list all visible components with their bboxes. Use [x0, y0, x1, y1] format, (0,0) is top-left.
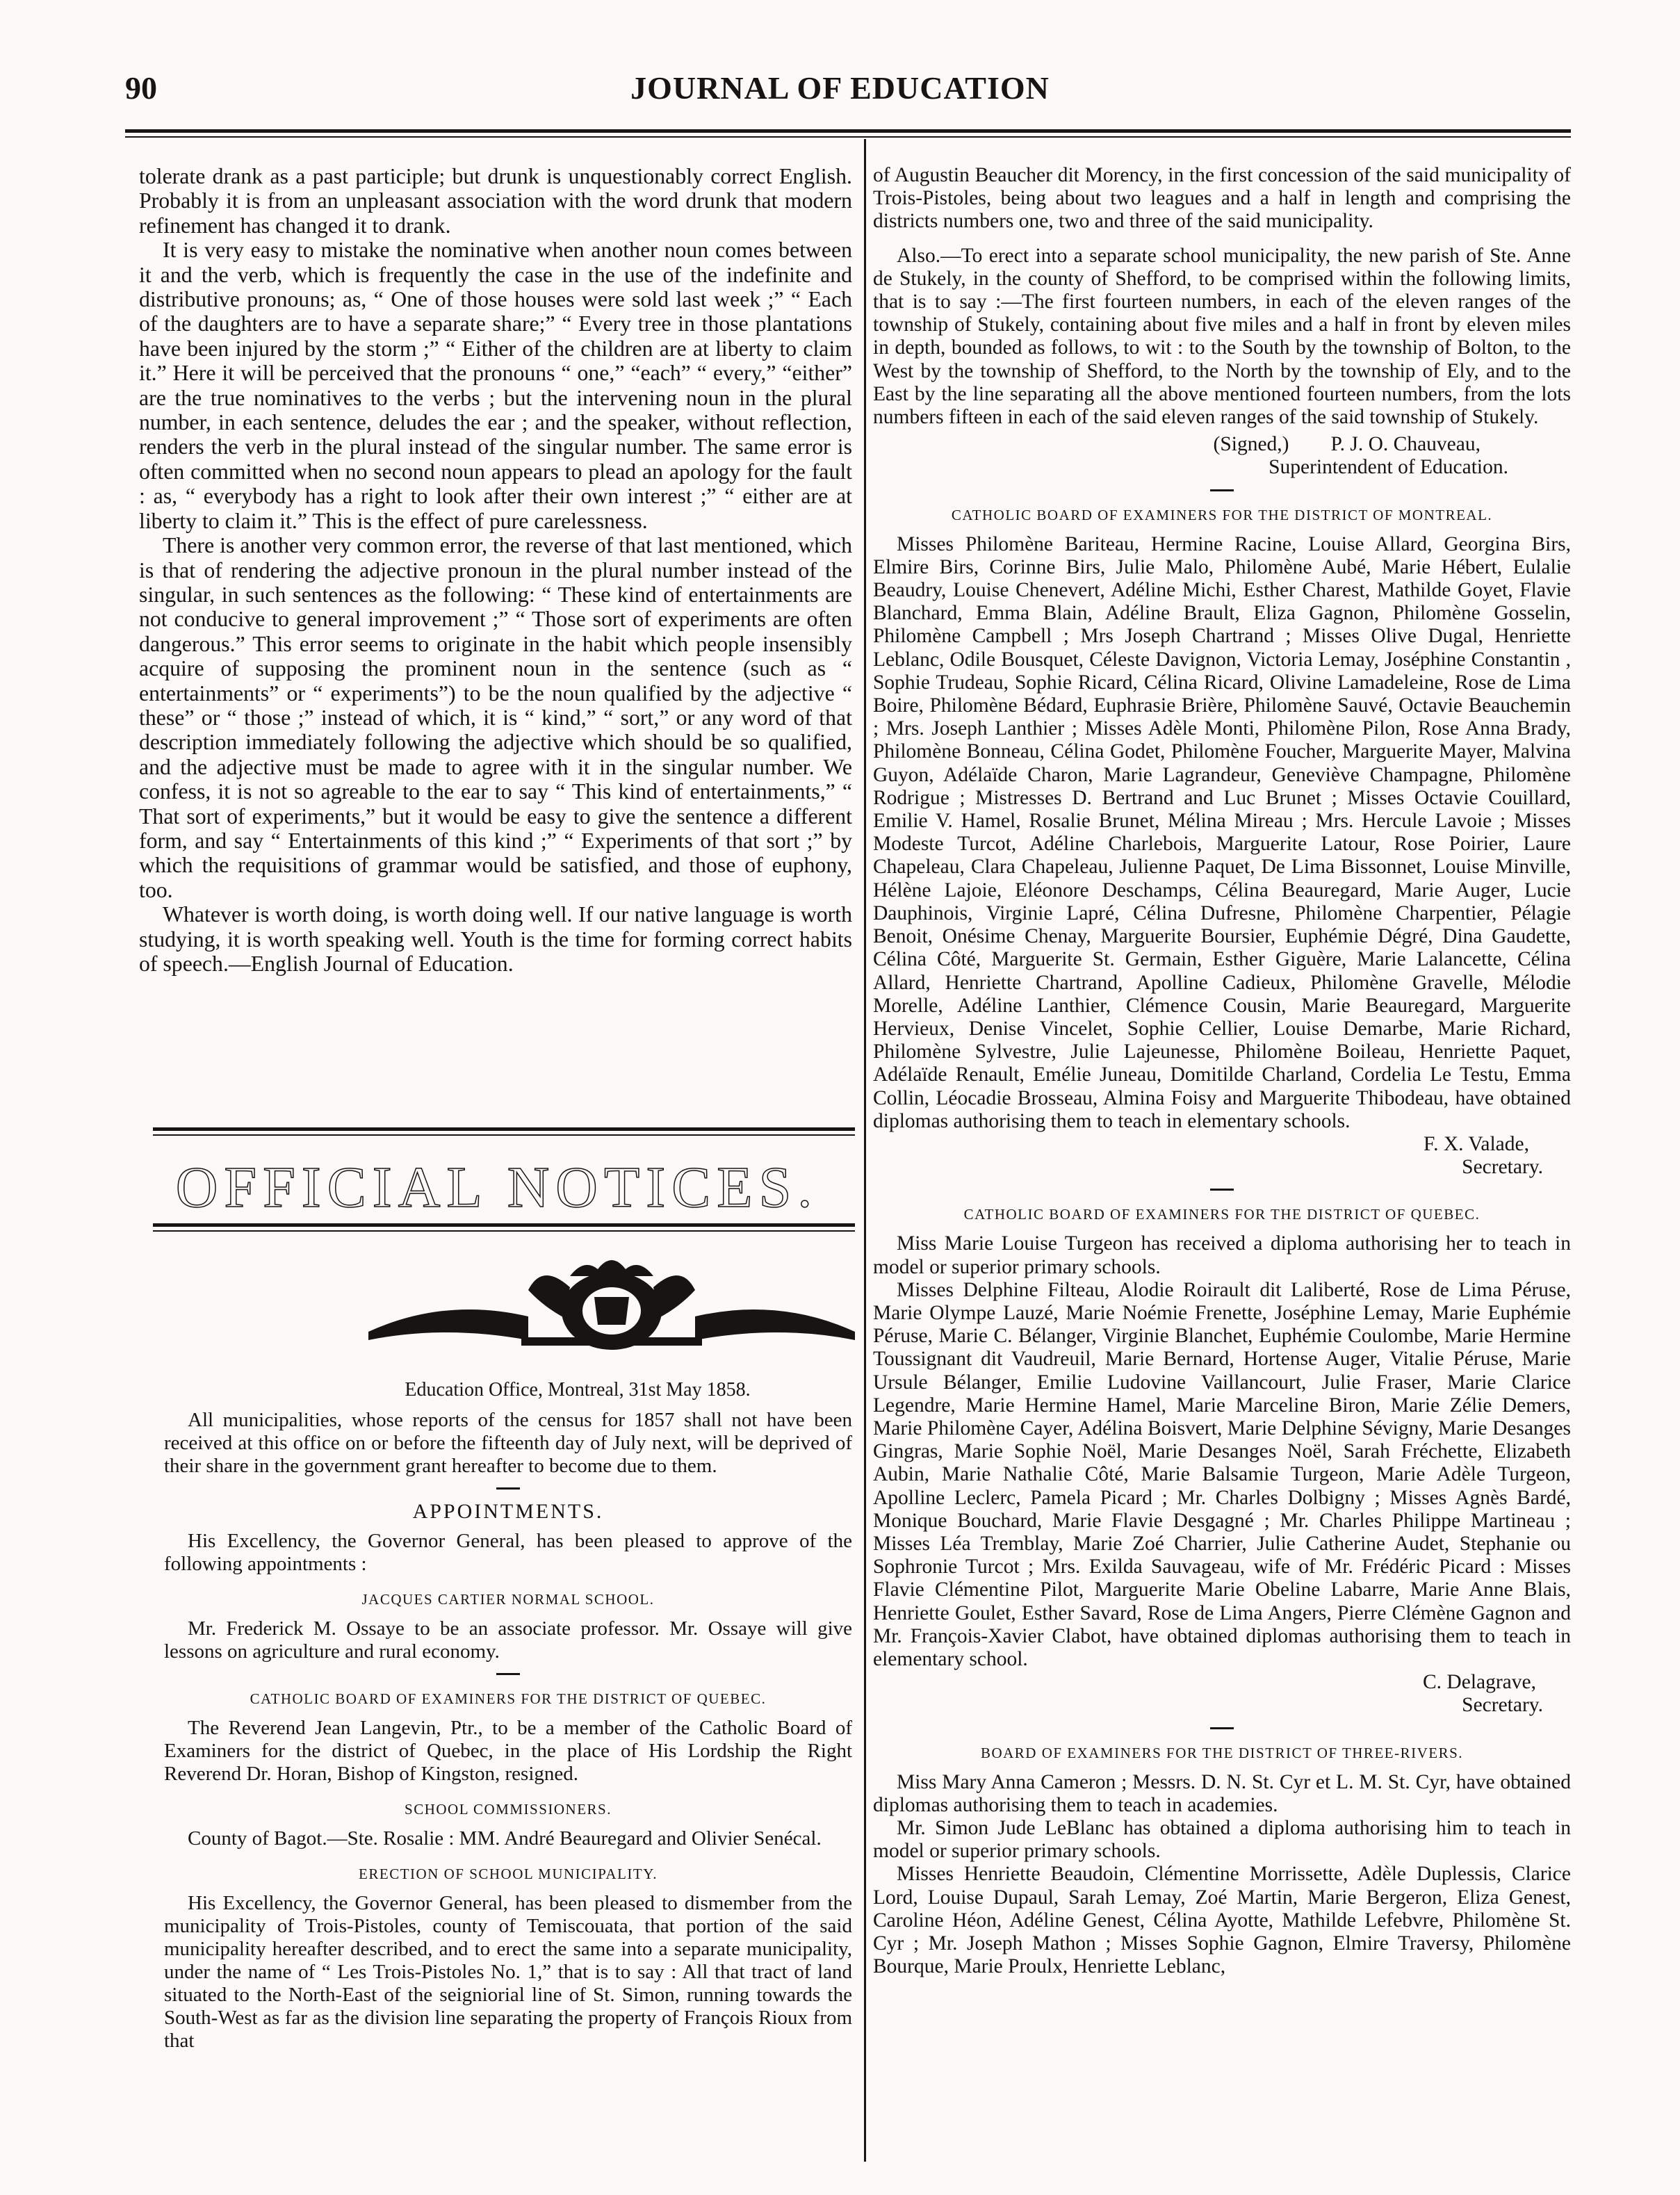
journal-title: JOURNAL OF EDUCATION: [630, 70, 1050, 106]
header-rule: [125, 129, 1571, 133]
divider-dash: [1210, 1189, 1234, 1191]
section-heading-montreal: CATHOLIC BOARD OF EXAMINERS FOR THE DISTRICT OF MONTREAL.: [951, 506, 1493, 523]
essay-paragraph: There is another very common error, the reverse of that last mentioned, which is that of rendering the adjective pronoun in the plural number instead of the singular, in such sentences as the following: “ These kind of entertainments are not conducive to general improvement ;” “ Those sort of experiments are often dangerous.” This error seems to originate in the habit which people insensibly acquire of supposing the prominent noun in the sentence (such as “ entertainments” or “ experiments”) to be the noun qualified by the adjective “ these” or “ those ;” instead of which, it is “ kind,” “ sort,” or any word of that description immediately following the adjective which should be so qualified, and the adjective must be made to agree with it in the singular number. We confess, it is not so agreable to the ear to say “ This kind of entertainments,” “ That sort of experiments,” but it would be easy to give the sentence a different form, and say “ Entertainments of this kind ;” “ Experiments of that sort ;” by which the requisitions of grammar would be satisfied, and those of euphony, too.: [139, 533, 852, 902]
section-heading-jacques-cartier: JACQUES CARTIER NORMAL SCHOOL.: [361, 1590, 655, 1608]
appointments-intro: His Excellency, the Governor General, has been pleased to approve of the following appointments :: [164, 1529, 852, 1575]
quebec-text-1: Miss Marie Louise Turgeon has received a diploma authorising her to teach in model or superior primary schools.: [873, 1232, 1571, 1278]
also-text: Also.—To erect into a separate school municipality, the new parish of Ste. Anne de Stukely, in the county of Shefford, to be comprised within the following limits, that is to say :—The first fourteen numbers, in each of the eleven ranges of the township of Stukely, containing about five miles and a half in front by eleven miles in depth, bounded as follows, to wit : to the South by the township of Bolton, to the West by the township of Shefford, to the North by the township of Ely, and to the East by the line separating all the above mentioned fourteen numbers, from the lots numbers fifteen in each of the said eleven ranges of the said township of Stukely.: [873, 244, 1571, 429]
essay-paragraph: Whatever is worth doing, is worth doing well. If our native language is worth studying, it is worth speaking well. Youth is the time for forming correct habits of speech.—English Journal of Education.: [139, 902, 852, 976]
notices-rule-top-thin: [153, 1134, 855, 1136]
appointments-title: APPOINTMENTS.: [412, 1500, 604, 1524]
notices-rule-top: [153, 1127, 855, 1131]
continuation-text: of Augustin Beaucher dit Morency, in the first concession of the said municipality of Trois-Pistoles, being about two leagues and a half in length and comprising the districts numbers one, two and three of the said municipality.: [873, 164, 1571, 233]
three-rivers-text-1: Miss Mary Anna Cameron ; Messrs. D. N. St. Cyr et L. M. St. Cyr, have obtained diplomas authorising them to teach in academies.: [873, 1770, 1571, 1816]
quebec-text-2: Misses Delphine Filteau, Alodie Roirault dit Laliberté, Rose de Lima Péruse, Marie Olympe Lauzé, Marie Noémie Frenette, Joséphine Lemay, Marie Euphémie Péruse, Marie C. Bélanger, Virginie Blanchet, Euphémie Coulombe, Marie Hermine Toussignant dit Vaudreuil, Marie Bernard, Hortense Auger, Vitalie Péruse, Marie Ursule Bélanger, Emilie Ludovine Vaillancourt, Julie Fraser, Marie Clarice Legendre, Marie Hermine Hamel, Marie Marceline Biron, Marie Zélie Demers, Marie Philomène Cayer, Adélina Boisvert, Marie Delphine Sévigny, Marie Desanges Gingras, Marie Sophie Noël, Marie Desanges Noël, Sarah Fréchette, Elizabeth Aubin, Marie Nathalie Côté, Marie Balsamie Turgeon, Marie Adèle Turgeon, Apolline Leclerc, Pamela Picard ; Mr. Charles Dolbigny ; Misses Agnès Bardé, Monique Bouchard, Marie Flavie Desgagné ; Mr. Charles Philippe Martineau ; Misses Léa Tremblay, Marie Zoé Charrier, Julie Catherine Audet, Stephanie ou Sophronie Turcot ; Mrs. Exilda Sauvageau, wife of Mr. Frédéric Picard : Misses Flavie Clémentine Pilot, Marguerite Marie Obeline Labarre, Marie Anne Blais, Henriette Goulet, Esther Savard, Rose de Lima Angers, Pierre Clémène Gagnon and Mr. François-Xavier Clabot, have obtained diplomas authorising them to teach in elementary school.: [873, 1278, 1571, 1670]
three-rivers-text-3: Misses Henriette Beaudoin, Clémentine Morrissette, Adèle Duplessis, Clarice Lord, Louise Dupaul, Sarah Lemay, Zoé Martin, Marie Bergeron, Eliza Genest, Caroline Héon, Adéline Genest, Célina Ayotte, Mathilde Lefebvre, Philomène St. Cyr ; Mr. Joseph Mathon ; Misses Sophie Gagnon, Elmire Traversy, Philomène Bourque, Marie Proulx, Henriette Leblanc,: [873, 1863, 1571, 1978]
column-divider: [864, 139, 866, 2162]
header-rule-thin: [125, 136, 1571, 138]
three-rivers-text-2: Mr. Simon Jude LeBlanc has obtained a diploma authorising him to teach in model or superior primary schools.: [873, 1817, 1571, 1863]
royal-crest-icon: [361, 1248, 862, 1353]
essay-column: [139, 164, 852, 976]
erection-text: His Excellency, the Governor General, has been pleased to dismember from the municipality of Trois-Pistoles, county of Temiscouata, that portion of the said municipality hereafter described, and to erect the same into a separate municipality, under the name of “ Les Trois-Pistoles No. 1,” that is to say : All that tract of land situated to the North-East of the seigniorial line of St. Simon, running towards the South-West as far as the division line separating the property of François Rioux from that: [164, 1891, 852, 2052]
dateline: Education Office, Montreal, 31st May 1858.: [405, 1379, 751, 1401]
signature-line: [873, 433, 1571, 456]
signed-title: Superintendent of Education.: [1269, 456, 1508, 479]
essay-paragraph: It is very easy to mistake the nominative when another noun comes between it and the verb, which is frequently the case in the use of the indefinite and distributive pronouns; as, “ One of those houses were sold last week ;” “ Each of the daughters are to have a separate share;” “ Every tree in those plantations have been injured by the storm ;” “ Either of the children are at liberty to claim it.” Here it will be perceived that the pronouns “ one,” “each” “ every,” “either” are the true nominatives to the verbs ; but the intervening noun in the plural number, in each sentence, deludes the ear ; and the speaker, without reflection, renders the verb in the plural instead of the singular number. The same error is often committed when no second noun appears to plead an apology for the fault : as, “ everybody has a right to look after their own interest ;” “ either are at liberty to claim it.” This is the effect of pure carelessness.: [139, 238, 852, 533]
jacques-cartier-text: Mr. Frederick M. Ossaye to be an associate professor. Mr. Ossaye will give lessons on agriculture and rural economy.: [164, 1617, 852, 1663]
divider-dash: [496, 1673, 520, 1675]
official-notices-title: OFFICIAL NOTICES.: [175, 1155, 819, 1220]
commissioners-text: County of Bagot.—Ste. Rosalie : MM. André Beauregard and Olivier Senécal.: [188, 1827, 822, 1850]
montreal-text: Misses Philomène Bariteau, Hermine Racine, Louise Allard, Georgina Birs, Elmire Birs, Corinne Birs, Julie Malo, Philomène Aubé, Marie Hébert, Eulalie Beaudry, Louise Chenevert, Adéline Michi, Esther Charest, Mathilde Goyet, Flavie Blanchard, Emma Blain, Adéline Brault, Eliza Gagnon, Philomène Gosselin, Philomène Campbell ; Mrs Joseph Chartrand ; Misses Olive Dugal, Henriette Leblanc, Odile Bousquet, Céleste Davignon, Victoria Lemay, Joséphine Constantin , Sophie Trudeau, Sophie Ricard, Célina Ricard, Olivine Lamadeleine, Rose de Lima Boire, Philomène Bédard, Euphrasie Brière, Philomène Sauvé, Octavie Beauchemin ; Mrs. Joseph Lanthier ; Misses Adèle Monti, Philomène Pilon, Rose Anna Brady, Philomène Bonneau, Célina Godet, Philomène Foucher, Marguerite Mayer, Malvina Guyon, Adélaïde Charon, Marie Lagrandeur, Geneviève Champagne, Philomène Rodrigue ; Mistresses D. Bertrand and Luc Brunet ; Misses Octavie Couillard, Emilie V. Hamel, Rosalie Brunet, Mélina Mireau ; Mrs. Hercule Lavoie ; Misses Modeste Turcot, Adéline Charlebois, Marguerite Latour, Rose Poirier, Laure Chapeleau, Clara Chapeleau, Julienne Paquet, De Lima Bissonnet, Louise Minville, Hélène Lajoie, Eléonore Deschamps, Célina Beauregard, Marie Auger, Lucie Dauphinois, Virginie Lapré, Célina Dufresne, Philomène Charpentier, Pélagie Benoit, Onésime Chenay, Marguerite Boursier, Euphémie Dégré, Dina Gaudette, Célina Côté, Marguerite St. Germain, Esther Giguère, Marie Lalancette, Célina Allard, Henriette Chartrand, Apolline Cadieux, Philomène Gravelle, Mélodie Morelle, Adéline Lanthier, Clémence Cousin, Marie Beauregard, Marguerite Hervieux, Denise Vincelet, Sophie Cellier, Louise Demarbe, Marie Richard, Philomène Sylvestre, Julie Lajeunesse, Philomène Boileau, Henriette Paquet, Adélaïde Renault, Emélie Juneau, Domitilde Charland, Cordelia Le Testu, Emma Collin, Léocadie Brosseau, Almina Foisy and Marguerite Thibodeau, have obtained diplomas authorising them to teach in elementary schools.: [873, 532, 1571, 1132]
section-heading-quebec: CATHOLIC BOARD OF EXAMINERS FOR THE DISTRICT OF QUEBEC.: [963, 1206, 1481, 1223]
catholic-quebec-text: The Reverend Jean Langevin, Ptr., to be a member of the Catholic Board of Examiners for the district of Quebec, in the place of His Lordship the Right Reverend Dr. Horan, Bishop of Kingston, resigned.: [164, 1716, 852, 1785]
notices-left-column: [164, 1378, 852, 2053]
montreal-signature-title: Secretary.: [1462, 1156, 1543, 1179]
section-heading-erection: ERECTION OF SCHOOL MUNICIPALITY.: [359, 1865, 658, 1882]
divider-dash: [1210, 489, 1234, 491]
quebec-signature-title: Secretary.: [1462, 1694, 1543, 1717]
divider-dash: [496, 1487, 520, 1490]
signed-name: P. J. O. Chauveau,: [1330, 433, 1481, 456]
essay-paragraph: tolerate drank as a past participle; but drunk is unquestionably correct English. Probably it is from an unpleasant association with the word drunk that modern refinement has changed it to drank.: [139, 164, 852, 238]
notices-rule-bottom-thin: [153, 1230, 855, 1232]
montreal-signature-name: F. X. Valade,: [1424, 1132, 1529, 1155]
page-number: 90: [125, 70, 157, 106]
divider-dash: [1210, 1727, 1234, 1729]
quebec-signature-name: C. Delagrave,: [1423, 1671, 1536, 1694]
right-column: [873, 164, 1571, 1978]
census-notice: All municipalities, whose reports of the census for 1857 shall not have been received at this office on or before the fifteenth day of July next, will be deprived of their share in the government grant hereafter to become due to them.: [164, 1409, 852, 1478]
notices-rule-bottom: [153, 1223, 855, 1227]
section-heading-commissioners: SCHOOL COMMISSIONERS.: [405, 1800, 612, 1818]
signed-label: (Signed,): [1213, 433, 1289, 456]
section-heading-three-rivers: BOARD OF EXAMINERS FOR THE DISTRICT OF THREE-RIVERS.: [980, 1744, 1464, 1761]
section-heading-catholic-quebec: CATHOLIC BOARD OF EXAMINERS FOR THE DISTRICT OF QUEBEC.: [250, 1690, 767, 1707]
